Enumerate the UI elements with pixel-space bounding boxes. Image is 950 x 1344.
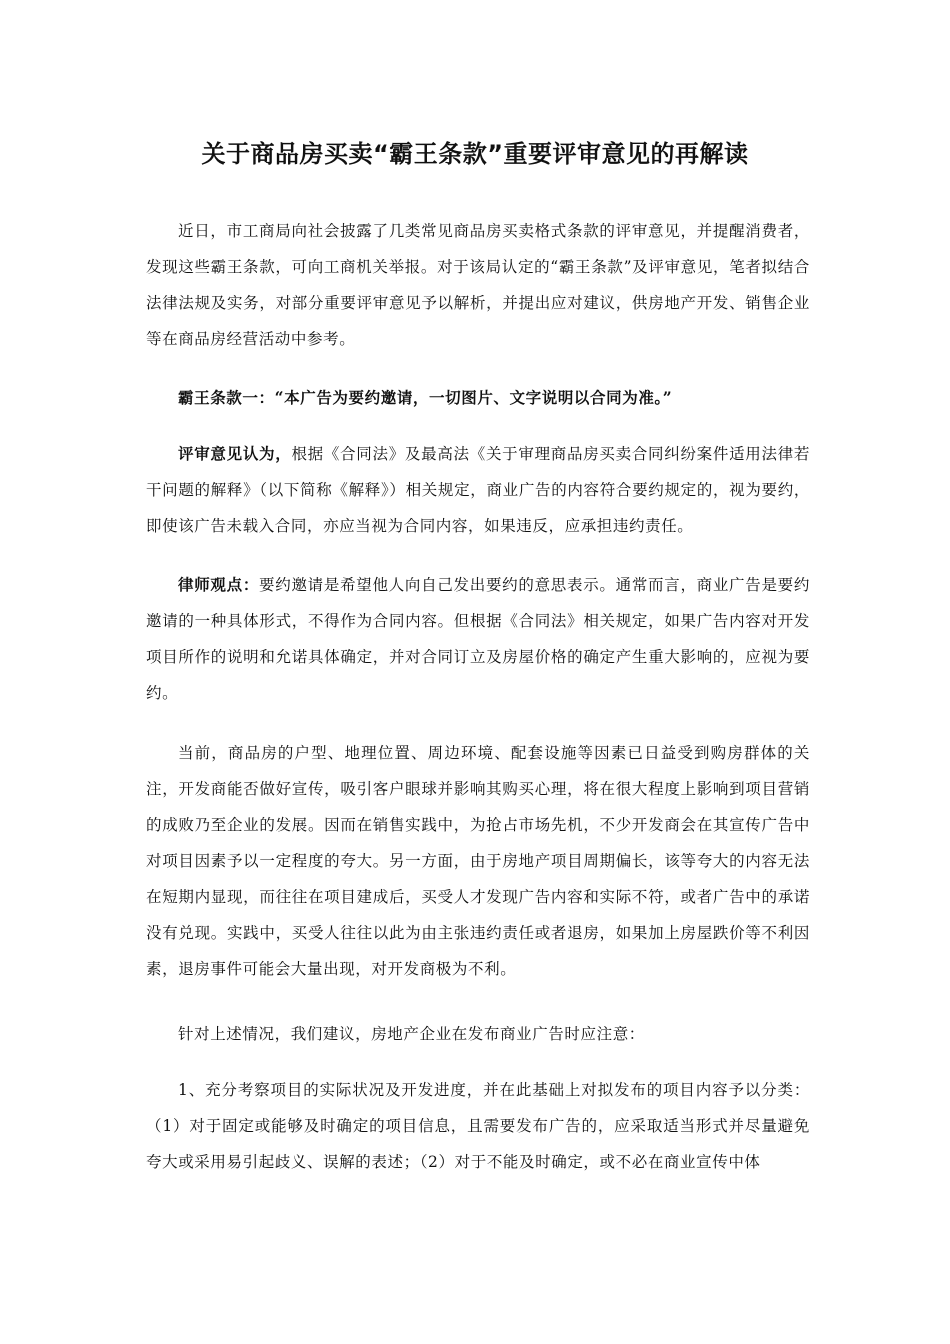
paragraph-lead: 律师观点： xyxy=(178,575,260,594)
paragraph-text: 近日，市工商局向社会披露了几类常见商品房买卖格式条款的评审意见，并提醒消费者，发现这些霸王条款，可向工商机关举报。对于该局认定的“霸王条款”及评审意见，笔者拟结合法律法规及实务，对部分重要评审意见予以解析，并提出应对建议，供房地产开发、销售企业等在商品房经营活动中参考。 xyxy=(146,222,810,348)
paragraph-lawyer-view xyxy=(146,567,810,711)
clause-heading: 霸王条款一：“本广告为要约邀请，一切图片、文字说明以合同为准。” xyxy=(178,388,673,407)
paragraph-text: 针对上述情况，我们建议，房地产企业在发布商业广告时应注意： xyxy=(178,1025,645,1043)
paragraph-suggestion-1 xyxy=(146,1072,810,1180)
paragraph-intro xyxy=(146,213,810,357)
paragraph-text: 要约邀请是希望他人向自己发出要约的意思表示。通常而言，商业广告是要约邀请的一种具体形式，不得作为合同内容。但根据《合同法》相关规定，如果广告内容对开发项目所作的说明和允诺具体确定，并对合同订立及房屋价格的确定产生重大影响的，应视为要约。 xyxy=(146,576,810,702)
paragraph-text: 当前，商品房的户型、地理位置、周边环境、配套设施等因素已日益受到购房群体的关注，开发商能否做好宣传，吸引客户眼球并影响其购买心理，将在很大程度上影响到项目营销的成败乃至企业的发展。因而在销售实践中，为抢占市场先机，不少开发商会在其宣传广告中对项目因素予以一定程度的夸大。另一方面，由于房地产项目周期偏长，该等夸大的内容无法在短期内显现，而往往在项目建成后，买受人才发现广告内容和实际不符，或者广告中的承诺没有兑现。实践中，买受人往往以此为由主张违约责任或者退房，如果加上房屋跌价等不利因素，退房事件可能会大量出现，对开发商极为不利。 xyxy=(146,744,810,978)
document-title: 关于商品房买卖“霸王条款”重要评审意见的再解读 xyxy=(201,140,749,168)
paragraph-lead: 评审意见认为， xyxy=(178,444,292,463)
paragraph-review-opinion xyxy=(146,436,810,544)
paragraph-text: 1、充分考察项目的实际状况及开发进度，并在此基础上对拟发布的项目内容予以分类：（1）对于固定或能够及时确定的项目信息，且需要发布广告的，应采取适当形式并尽量避免夸大或采用易引起歧义、误解的表述；（2）对于不能及时确定，或不必在商业宣传中体 xyxy=(146,1081,810,1171)
paragraph-suggestion-intro xyxy=(146,1016,810,1052)
paragraph-clause-heading xyxy=(146,380,810,416)
paragraph-current-situation xyxy=(146,735,810,987)
paragraph-text: 根据《合同法》及最高法《关于审理商品房买卖合同纠纷案件适用法律若干问题的解释》（以下简称《解释》）相关规定，商业广告的内容符合要约规定的，视为要约，即使该广告未载入合同，亦应当视为合同内容，如果违反，应承担违约责任。 xyxy=(146,445,811,535)
